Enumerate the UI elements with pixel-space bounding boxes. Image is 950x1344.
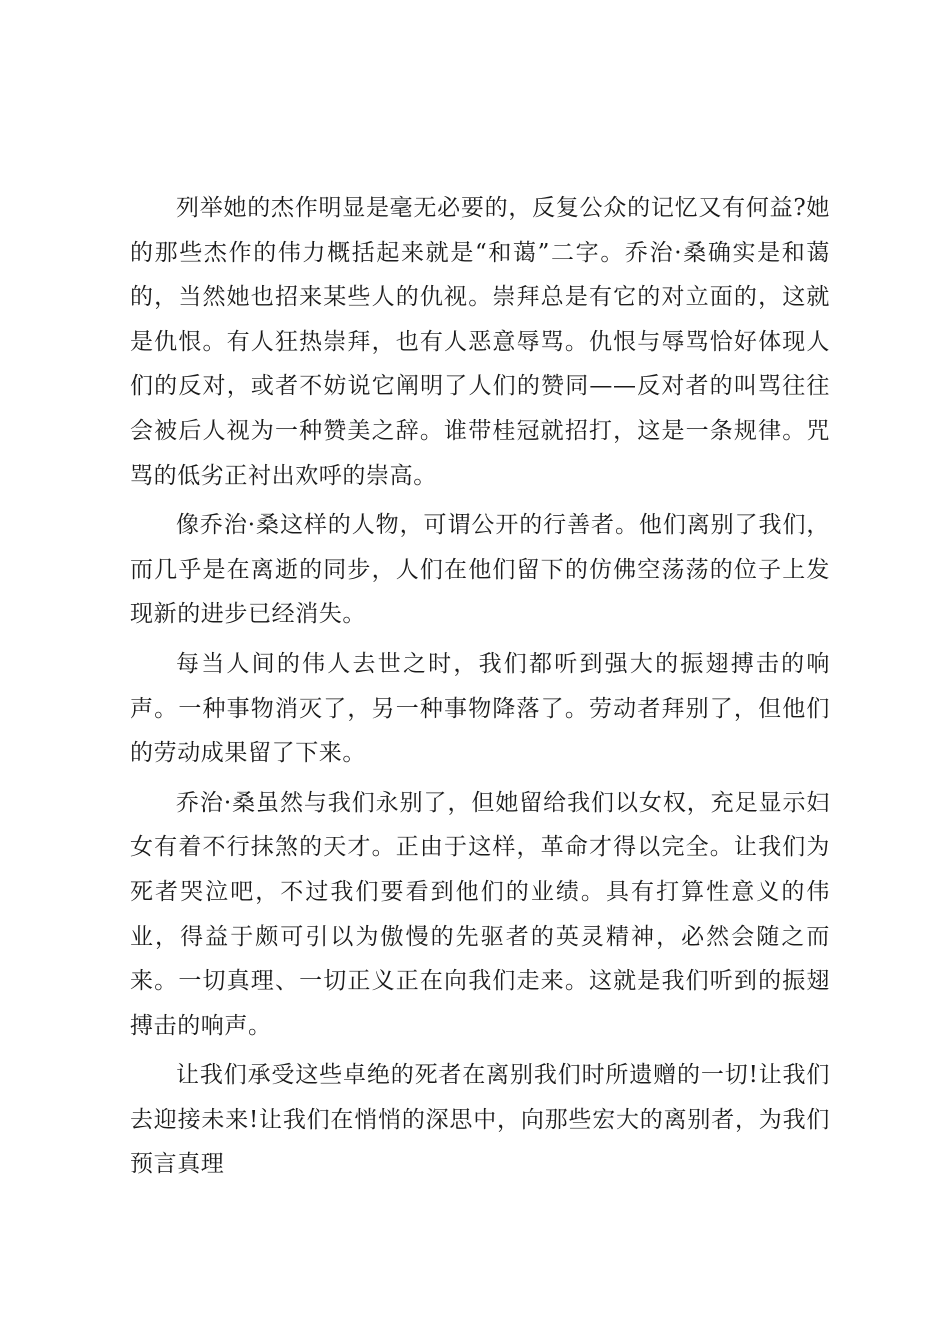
paragraph-1: 列举她的杰作明显是毫无必要的，反复公众的记忆又有何益?她的那些杰作的伟力概括起来就是“和蔼”二字。乔治·桑确实是和蔼的，当然她也招来某些人的仇视。崇拜总是有它的对立面的，这就是仇恨。有人狂热崇拜，也有人恶意辱骂。仇恨与辱骂恰好体现人们的反对，或者不妨说它阐明了人们的赞同——反对者的叫骂往往会被后人视为一种赞美之辞。谁带桂冠就招打，这是一条规律。咒骂的低劣正衬出欢呼的崇高。 xyxy=(130,195,830,489)
paragraph-5: 让我们承受这些卓绝的死者在离别我们时所遗赠的一切!让我们去迎接未来!让我们在悄悄的深思中，向那些宏大的离别者，为我们预言真理 xyxy=(130,1062,830,1178)
paragraph-3: 每当人间的伟人去世之时，我们都听到强大的振翅搏击的响声。一种事物消灭了，另一种事物降落了。劳动者拜别了，但他们的劳动成果留了下来。 xyxy=(130,650,830,767)
document-body xyxy=(130,186,830,1192)
paragraph-2: 像乔治·桑这样的人物，可谓公开的行善者。他们离别了我们，而几乎是在离逝的同步，人们在他们留下的仿佛空荡荡的位子上发现新的进步已经消失。 xyxy=(130,512,830,628)
paragraph-4: 乔治·桑虽然与我们永别了，但她留给我们以女权，充足显示妇女有着不行抹煞的天才。正由于这样，革命才得以完全。让我们为死者哭泣吧，不过我们要看到他们的业绩。具有打算性意义的伟业，得益于颇可引以为傲慢的先驱者的英灵精神，必然会随之而来。一切真理、一切正义正在向我们走来。这就是我们听到的振翅搏击的响声。 xyxy=(130,789,830,1039)
